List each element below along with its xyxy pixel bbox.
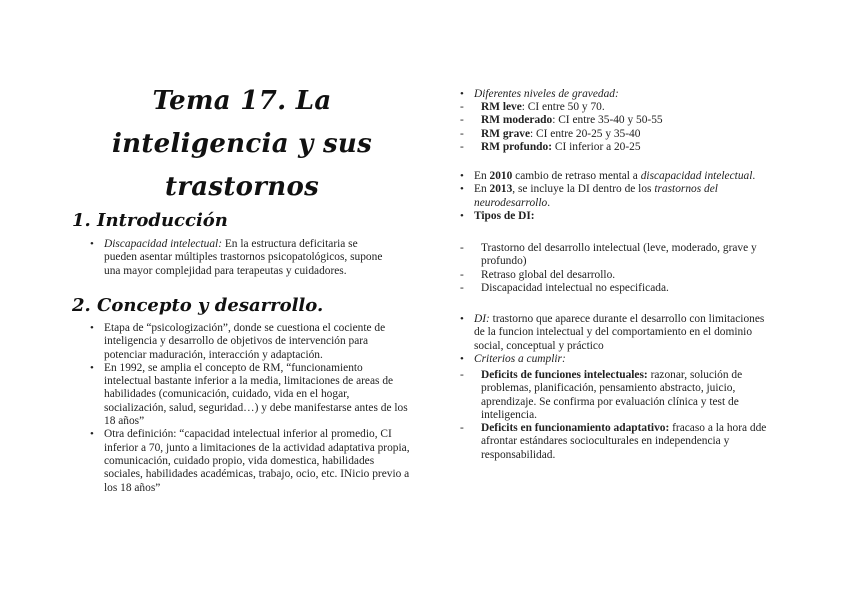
severity-list bbox=[460, 101, 760, 154]
list-item: • En 1992, se amplia el concepto de RM, “funcionamiento intelectual bastante inferior a la media, limitaciones de areas de habilidades (comunicación, cuidado, vida en el hogar, socialización, salud, seguridad…) y debe manifestarse antes de los 18 años” bbox=[90, 362, 410, 428]
list-item: • En 2013, se incluye la DI dentro de los trastornos del neurodesarrollo. bbox=[460, 183, 760, 210]
history-list bbox=[460, 170, 760, 223]
list-item: • Criterios a cumplir: bbox=[460, 353, 770, 366]
list-item: • En 2010 cambio de retraso mental a discapacidad intelectual. bbox=[460, 170, 760, 183]
list-item: • Etapa de “psicologización”, donde se cuestiona el cociente de inteligencia y desarrollo de objetivos de intervención para potenciar maduración, interacción y adaptación. bbox=[90, 322, 410, 362]
di-list bbox=[460, 313, 770, 366]
criteria-list bbox=[460, 369, 770, 462]
list-item: - Trastorno del desarrollo intelectual (leve, moderado, grave y profundo) bbox=[460, 242, 782, 269]
list-item: - Retraso global del desarrollo. bbox=[460, 269, 782, 282]
list-item: • Diferentes niveles de gravedad: bbox=[460, 88, 760, 101]
list-item: - Deficits en funcionamiento adaptativo: fracaso a la hora dde afrontar estándares socioculturales en independencia y responsabilidad. bbox=[460, 422, 770, 462]
list-item: • Tipos de DI: bbox=[460, 210, 760, 223]
concepto-list bbox=[90, 322, 410, 495]
list-item: • Discapacidad intelectual: En la estructura deficitaria se pueden asentar múltiples trastornos psicopatológicos, supone una mayor complejidad para terapeutas y cuidadores. bbox=[90, 238, 390, 278]
types-list bbox=[460, 242, 782, 295]
list-item: - RM grave: CI entre 20-25 y 35-40 bbox=[460, 128, 760, 141]
severity-heading-list bbox=[460, 88, 760, 101]
list-item: • Otra definición: “capacidad intelectual inferior al promedio, CI inferior a 70, junto a limitaciones de la actividad adaptativa propia, comunicación, cuidado propio, vida domestica, habilidades sociales, habilidades académicas, trabajo, ocio, etc. INicio previo a los 18 años” bbox=[90, 428, 410, 494]
list-item: - Discapacidad intelectual no especificada. bbox=[460, 282, 782, 295]
list-item: - RM leve: CI entre 50 y 70. bbox=[460, 101, 760, 114]
list-item: - RM profundo: CI inferior a 20-25 bbox=[460, 141, 760, 154]
page-title: Tema 17. La inteligencia y sus trastornos bbox=[111, 86, 373, 202]
list-item: - RM moderado: CI entre 35-40 y 50-55 bbox=[460, 114, 760, 127]
list-item: - Deficits de funciones intelectuales: razonar, solución de problemas, planificación, pensamiento abstracto, juicio, aprendizaje. Se confirma por evaluación clínica y test de inteligencia. bbox=[460, 369, 770, 422]
section-heading-introduccion: 1. Introducción bbox=[72, 210, 228, 231]
introduccion-list bbox=[90, 238, 390, 278]
section-heading-concepto: 2. Concepto y desarrollo. bbox=[72, 295, 324, 316]
list-item: • DI: trastorno que aparece durante el desarrollo con limitaciones de la funcion intelectual y del comportamiento en el dominio social, conceptual y práctico bbox=[460, 313, 770, 353]
